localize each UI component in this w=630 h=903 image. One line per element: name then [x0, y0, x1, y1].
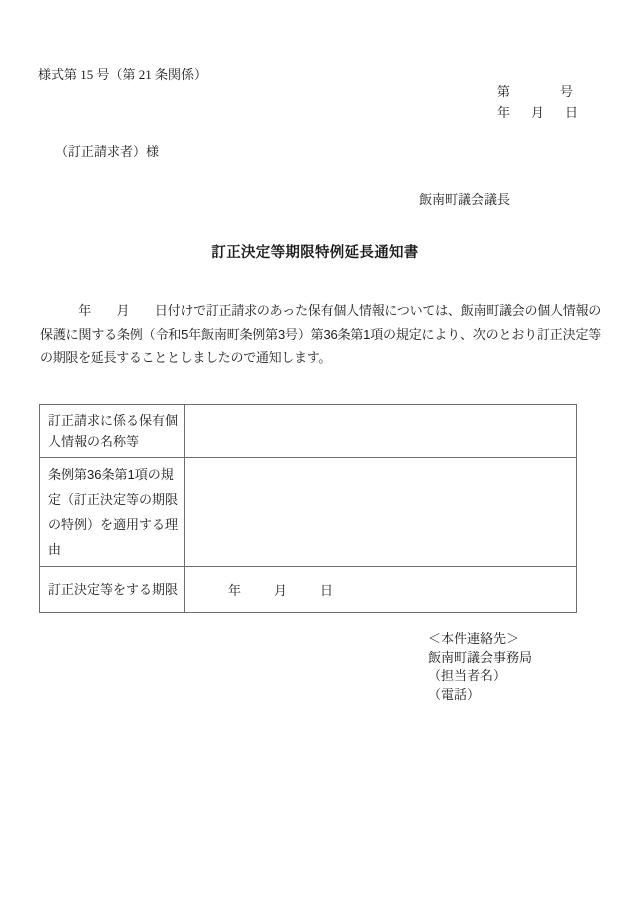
contact-phone: （電話）	[428, 686, 481, 702]
deadline-month: 月	[274, 583, 288, 598]
row-label-held-info-name: 訂正請求に係る保有個人情報の名称等	[40, 405, 185, 458]
doc-number-suffix: 号	[560, 84, 574, 99]
sender-title: 飯南町議会議長	[419, 192, 511, 207]
row-value-reason	[185, 458, 577, 567]
row-label-deadline: 訂正決定等をする期限	[40, 567, 185, 613]
details-table	[39, 404, 577, 613]
contact-office: 飯南町議会事務局	[428, 649, 533, 665]
document-title: 訂正決定等期限特例延長通知書	[211, 245, 419, 261]
body-paragraph: 年 月 日付けで訂正請求のあった保有個人情報については、飯南町議会の個人情報の保護に関する条例（令和5年飯南町条例第3号）第36条第1項の規定により、次のとおり訂正決定等の期限を延長することとしましたので通知します。	[40, 303, 601, 365]
table-row-reason	[40, 458, 577, 567]
issue-date-line	[497, 102, 578, 121]
deadline-date-line	[185, 580, 576, 599]
contact-block	[428, 630, 532, 704]
issue-date-day: 日	[565, 105, 579, 120]
doc-number-prefix: 第	[497, 84, 511, 99]
addressee: （訂正請求者）様	[55, 144, 160, 159]
row-value-held-info-name	[185, 405, 577, 458]
issue-date-month: 月	[531, 105, 545, 120]
contact-person: （担当者名）	[428, 668, 507, 683]
row-value-deadline	[185, 567, 577, 613]
form-number: 様式第 15 号（第 21 条関係）	[38, 67, 208, 82]
doc-number-line	[497, 81, 573, 100]
issue-date-year: 年	[497, 105, 511, 120]
contact-heading: ＜本件連絡先＞	[428, 631, 520, 646]
row-label-reason: 条例第36条第1項の規定（訂正決定等の期限の特例）を適用する理由	[40, 458, 185, 567]
deadline-day: 日	[320, 583, 334, 598]
table-row-deadline	[40, 567, 577, 613]
deadline-year: 年	[228, 583, 242, 598]
table-row-held-info-name	[40, 405, 577, 458]
